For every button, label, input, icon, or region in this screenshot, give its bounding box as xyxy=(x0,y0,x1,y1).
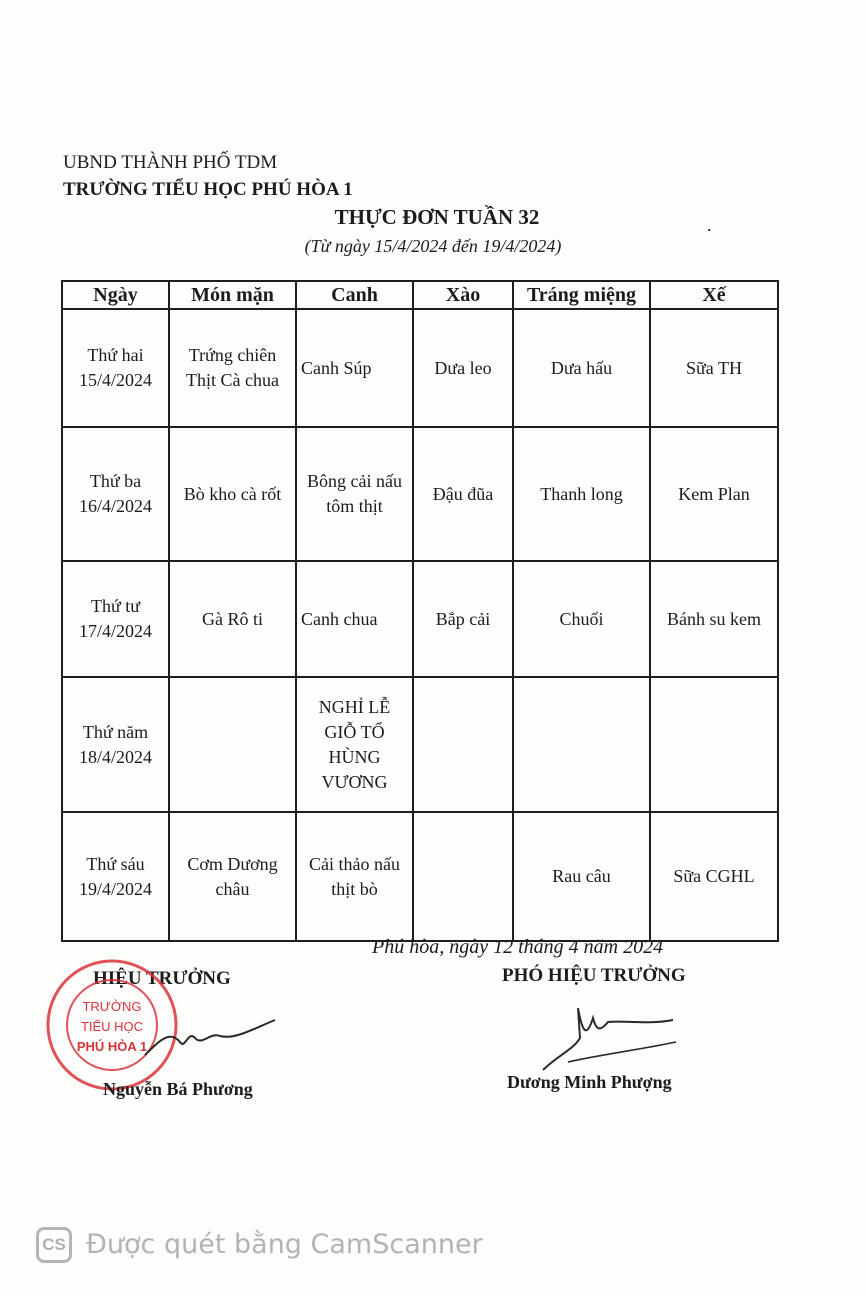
main-dish-cell: Gà Rô ti xyxy=(169,561,296,677)
col-header-dessert: Tráng miệng xyxy=(513,281,650,309)
col-header-snack: Xế xyxy=(650,281,778,309)
svg-text:TIỂU HỌC: TIỂU HỌC xyxy=(80,1019,144,1034)
svg-text:PHÚ HÒA 1: PHÚ HÒA 1 xyxy=(76,1039,148,1054)
principal-name: Nguyễn Bá Phương xyxy=(103,1079,253,1099)
snack-cell: Sữa TH xyxy=(650,309,778,427)
dessert-cell: Chuối xyxy=(513,561,650,677)
day-cell: Thứ sáu 19/4/2024 xyxy=(62,812,169,941)
main-dish-cell: Cơm Dương châu xyxy=(169,812,296,941)
stir-fry-cell: Dưa leo xyxy=(413,309,513,427)
col-header-main-dish: Món mặn xyxy=(169,281,296,309)
document-title: THỰC ĐƠN TUẦN 32 xyxy=(334,205,540,229)
table-row xyxy=(62,677,778,812)
main-dish-cell xyxy=(169,677,296,812)
principal-signature xyxy=(140,1010,280,1070)
principal-title: HIỆU TRƯỞNG xyxy=(93,968,231,989)
dessert-cell: Rau câu xyxy=(513,812,650,941)
snack-cell xyxy=(650,677,778,812)
table-row xyxy=(62,561,778,677)
vice-principal-title: PHÓ HIỆU TRƯỞNG xyxy=(502,965,686,986)
dessert-cell xyxy=(513,677,650,812)
col-header-day: Ngày xyxy=(62,281,169,309)
table-row xyxy=(62,427,778,561)
snack-cell: Bánh su kem xyxy=(650,561,778,677)
vice-principal-signature xyxy=(538,1000,678,1080)
day-cell: Thứ ba 16/4/2024 xyxy=(62,427,169,561)
dessert-cell: Dưa hấu xyxy=(513,309,650,427)
dessert-cell: Thanh long xyxy=(513,427,650,561)
soup-cell: Bông cải nấu tôm thịt xyxy=(296,427,413,561)
soup-cell: Canh Súp xyxy=(296,309,413,427)
snack-cell: Kem Plan xyxy=(650,427,778,561)
camscanner-watermark: Được quét bằng CamScanner xyxy=(86,1229,483,1260)
stir-fry-cell xyxy=(413,677,513,812)
school-name: TRƯỜNG TIỂU HỌC PHÚ HÒA 1 xyxy=(63,179,353,200)
snack-cell: Sữa CGHL xyxy=(650,812,778,941)
stray-dot: . xyxy=(707,215,712,235)
camscanner-logo-icon: CS xyxy=(36,1227,72,1263)
holiday-notice-cell: NGHỈ LỄ GIỖ TỔ HÙNG VƯƠNG xyxy=(296,677,413,812)
col-header-soup: Canh xyxy=(296,281,413,309)
table-row xyxy=(62,812,778,941)
place-and-date: Phú hòa, ngày 12 tháng 4 năm 2024 xyxy=(372,936,664,958)
vice-principal-name: Dương Minh Phượng xyxy=(507,1072,672,1092)
col-header-stir-fry: Xào xyxy=(413,281,513,309)
table-header-row xyxy=(62,281,778,309)
table-row xyxy=(62,309,778,427)
date-range: (Từ ngày 15/4/2024 đến 19/4/2024) xyxy=(304,236,562,256)
svg-text:TRƯỜNG: TRƯỜNG xyxy=(82,999,142,1014)
weekly-menu-table xyxy=(61,280,779,942)
soup-cell: Canh chua xyxy=(296,561,413,677)
day-cell: Thứ năm 18/4/2024 xyxy=(62,677,169,812)
day-cell: Thứ tư 17/4/2024 xyxy=(62,561,169,677)
main-dish-cell: Bò kho cà rốt xyxy=(169,427,296,561)
soup-cell: Cải thảo nấu thịt bò xyxy=(296,812,413,941)
day-cell: Thứ hai 15/4/2024 xyxy=(62,309,169,427)
main-dish-cell: Trứng chiên Thịt Cà chua xyxy=(169,309,296,427)
issuing-authority: UBND THÀNH PHỐ TDM xyxy=(63,152,278,173)
stir-fry-cell: Bắp cải xyxy=(413,561,513,677)
stir-fry-cell xyxy=(413,812,513,941)
stir-fry-cell: Đậu đũa xyxy=(413,427,513,561)
